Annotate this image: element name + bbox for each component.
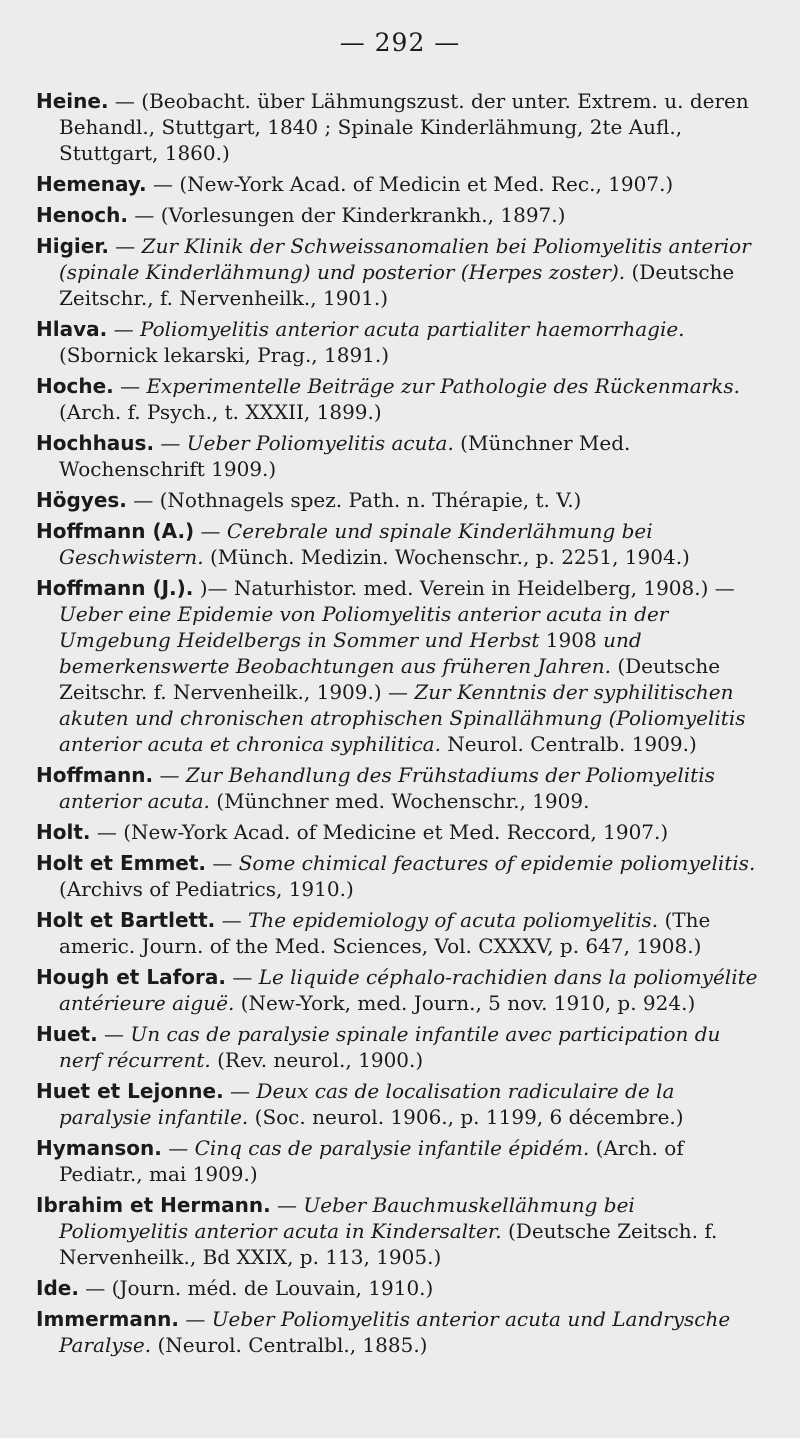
entry-title: The epidemiology of acuta poliomyelitis. — [247, 908, 659, 932]
bibliography-entry — [36, 1306, 760, 1358]
entry-title: und bemerkenswerte Beobachtungen aus früheren Jahren. — [59, 628, 642, 678]
author-name: Hough et Lafora. — [36, 965, 226, 989]
bibliography-entry — [36, 964, 760, 1016]
author-name: Högyes. — [36, 488, 127, 512]
bibliography-entry — [36, 518, 760, 570]
author-name: Hoffmann (J.). — [36, 576, 194, 600]
entry-citation: (Deutsche Zeitsch. f. Nervenheilk., Bd XXIX, p. 113, 1905.) — [59, 1219, 718, 1269]
author-name: Hemenay. — [36, 172, 147, 196]
entry-title: Zur Behandlung des Frühstadiums der Poliomyelitis anterior acuta. — [59, 763, 715, 813]
entry-citation: — — [107, 317, 140, 341]
entry-citation: Neurol. Centralb. 1909.) — [440, 732, 697, 756]
entry-citation: — — [154, 431, 187, 455]
entry-title: Cinq cas de paralysie infantile épidém. — [194, 1136, 590, 1160]
entry-citation: (Deutsche Zeitschr., f. Nervenheilk., 1901.) — [59, 260, 735, 310]
entry-citation: (New-York, med. Journ., 5 nov. 1910, p. 924.) — [234, 991, 696, 1015]
entry-citation: (Arch. f. Psych., t. XXXII, 1899.) — [59, 400, 382, 424]
entry-citation: — — [215, 908, 248, 932]
author-name: Huet et Lejonne. — [36, 1079, 224, 1103]
entry-citation: — (New-York Acad. of Medicin et Med. Rec., 1907.) — [146, 172, 674, 196]
bibliography-entry — [36, 850, 760, 902]
entry-title: Le liquide céphalo-rachidien dans la poliomyélite antérieure aiguë. — [59, 965, 758, 1015]
bibliography-entry — [36, 907, 760, 959]
bibliography-entry — [36, 1275, 760, 1301]
author-name: Huet. — [36, 1022, 98, 1046]
bibliography-entry — [36, 1078, 760, 1130]
entry-citation: 1908 — [539, 628, 604, 652]
entry-citation: (Rev. neurol., 1900.) — [210, 1048, 424, 1072]
author-name: Ide. — [36, 1276, 79, 1300]
entry-citation: — — [97, 1022, 131, 1046]
entry-citation: (Münchner med. Wochenschr., 1909. — [209, 789, 590, 813]
entry-citation: (Archivs of Pediatrics, 1910.) — [59, 877, 354, 901]
entry-citation: — (Nothnagels spez. Path. n. Thérapie, t. V.) — [126, 488, 582, 512]
author-name: Hlava. — [36, 317, 108, 341]
bibliography-entry — [36, 88, 760, 166]
bibliography-entry — [36, 373, 760, 425]
entry-citation: (Münch. Medizin. Wochenschr., p. 2251, 1904.) — [203, 545, 690, 569]
author-name: Immermann. — [36, 1307, 179, 1331]
bibliography-entry — [36, 762, 760, 814]
entry-title: Ueber Poliomyelitis acuta. — [186, 431, 454, 455]
entry-citation: — — [194, 519, 227, 543]
bibliography-entry — [36, 233, 760, 311]
author-name: Higier. — [36, 234, 109, 258]
entry-citation: (Neurol. Centralbl., 1885.) — [151, 1333, 428, 1357]
entry-citation: — — [225, 965, 259, 989]
entry-citation: — (Beobacht. über Lähmungszust. der unter. Extrem. u. deren Behandl., Stuttgart, 1840 ; Spinale Kinderlähmung, 2te Aufl., Stuttgart, 1860.) — [59, 89, 749, 165]
entry-citation: — (Journ. méd. de Louvain, 1910.) — [78, 1276, 434, 1300]
author-name: Henoch. — [36, 203, 128, 227]
entry-citation: — — [223, 1079, 257, 1103]
entry-title: Ueber Poliomyelitis anterior acuta und Landrysche Paralyse. — [59, 1307, 731, 1357]
author-name: Hymanson. — [36, 1136, 162, 1160]
entry-citation: (The americ. Journ. of the Med. Sciences, Vol. CXXXV, p. 647, 1908.) — [59, 908, 711, 958]
entry-citation: — — [113, 374, 147, 398]
entry-citation: — — [161, 1136, 195, 1160]
bibliography-entry — [36, 1021, 760, 1073]
author-name: Holt et Bartlett. — [36, 908, 216, 932]
author-name: Hoffmann (A.) — [36, 519, 195, 543]
author-name: Ibrahim et Hermann. — [36, 1193, 271, 1217]
entry-citation: — — [153, 763, 186, 787]
entry-citation: (Sbornick lekarski, Prag., 1891.) — [59, 343, 390, 367]
author-name: Holt. — [36, 820, 91, 844]
entry-title: Deux cas de localisation radiculaire de la paralysie infantile. — [59, 1079, 675, 1129]
entry-title: Ueber eine Epidemie von Poliomyelitis anterior acuta in der Umgebung Heidelbergs in Sommer und Herbst — [59, 602, 669, 652]
entry-title: Poliomyelitis anterior acuta partialiter haemorrhagie. — [139, 317, 685, 341]
bibliography-entry — [36, 819, 760, 845]
entry-citation: — (New-York Acad. of Medicine et Med. Reccord, 1907.) — [90, 820, 669, 844]
entry-citation: — — [108, 234, 142, 258]
entry-title: Some chimical feactures of epidemie poliomyelitis. — [238, 851, 756, 875]
author-name: Holt et Emmet. — [36, 851, 207, 875]
bibliography-entry — [36, 1192, 760, 1270]
entry-title: Cerebrale und spinale Kinderlähmung bei Geschwistern. — [59, 519, 653, 569]
entry-citation: — — [178, 1307, 212, 1331]
entry-title: Zur Kenntnis der syphilitischen akuten und chronischen atrophischen Spinallähmung (Poliomyelitis anterior acuta et chronica syphilitica. — [59, 680, 746, 756]
entry-citation: )— Naturhistor. med. Verein in Heidelberg, 1908.) — — [193, 576, 735, 600]
entry-citation: (Münchner Med. Wochenschrift 1909.) — [59, 431, 631, 481]
bibliography-entry — [36, 430, 760, 482]
entry-citation: (Deutsche Zeitschr. f. Nervenheilk., 1909.) — — [59, 654, 721, 704]
bibliography-entry — [36, 171, 760, 197]
bibliography-entry — [36, 316, 760, 368]
entry-citation: — — [206, 851, 239, 875]
bibliography-entry — [36, 1135, 760, 1187]
page-number: — 292 — — [339, 28, 461, 57]
entry-title: Zur Klinik der Schweissanomalien bei Poliomyelitis anterior (spinale Kinderlähmung) und posterior (Herpes zoster). — [59, 234, 751, 284]
bibliography-entry — [36, 202, 760, 228]
entry-title: Un cas de paralysie spinale infantile avec participation du nerf récurrent. — [59, 1022, 721, 1072]
author-name: Hoche. — [36, 374, 114, 398]
entry-title: Ueber Bauchmuskellähmung bei Poliomyelitis anterior acuta in Kindersalter. — [59, 1193, 635, 1243]
entry-citation: — — [270, 1193, 304, 1217]
author-name: Heine. — [36, 89, 109, 113]
bibliography-entry — [36, 487, 760, 513]
entry-title: Experimentelle Beiträge zur Pathologie des Rückenmarks. — [146, 374, 740, 398]
author-name: Hochhaus. — [36, 431, 155, 455]
author-name: Hoffmann. — [36, 763, 154, 787]
bibliography-list — [36, 88, 760, 1363]
entry-citation: (Arch. of Pediatr., mai 1909.) — [59, 1136, 684, 1186]
entry-citation: — (Vorlesungen der Kinderkrankh., 1897.) — [127, 203, 566, 227]
bibliography-entry — [36, 575, 760, 757]
entry-citation: (Soc. neurol. 1906., p. 1199, 6 décembre.) — [248, 1105, 684, 1129]
